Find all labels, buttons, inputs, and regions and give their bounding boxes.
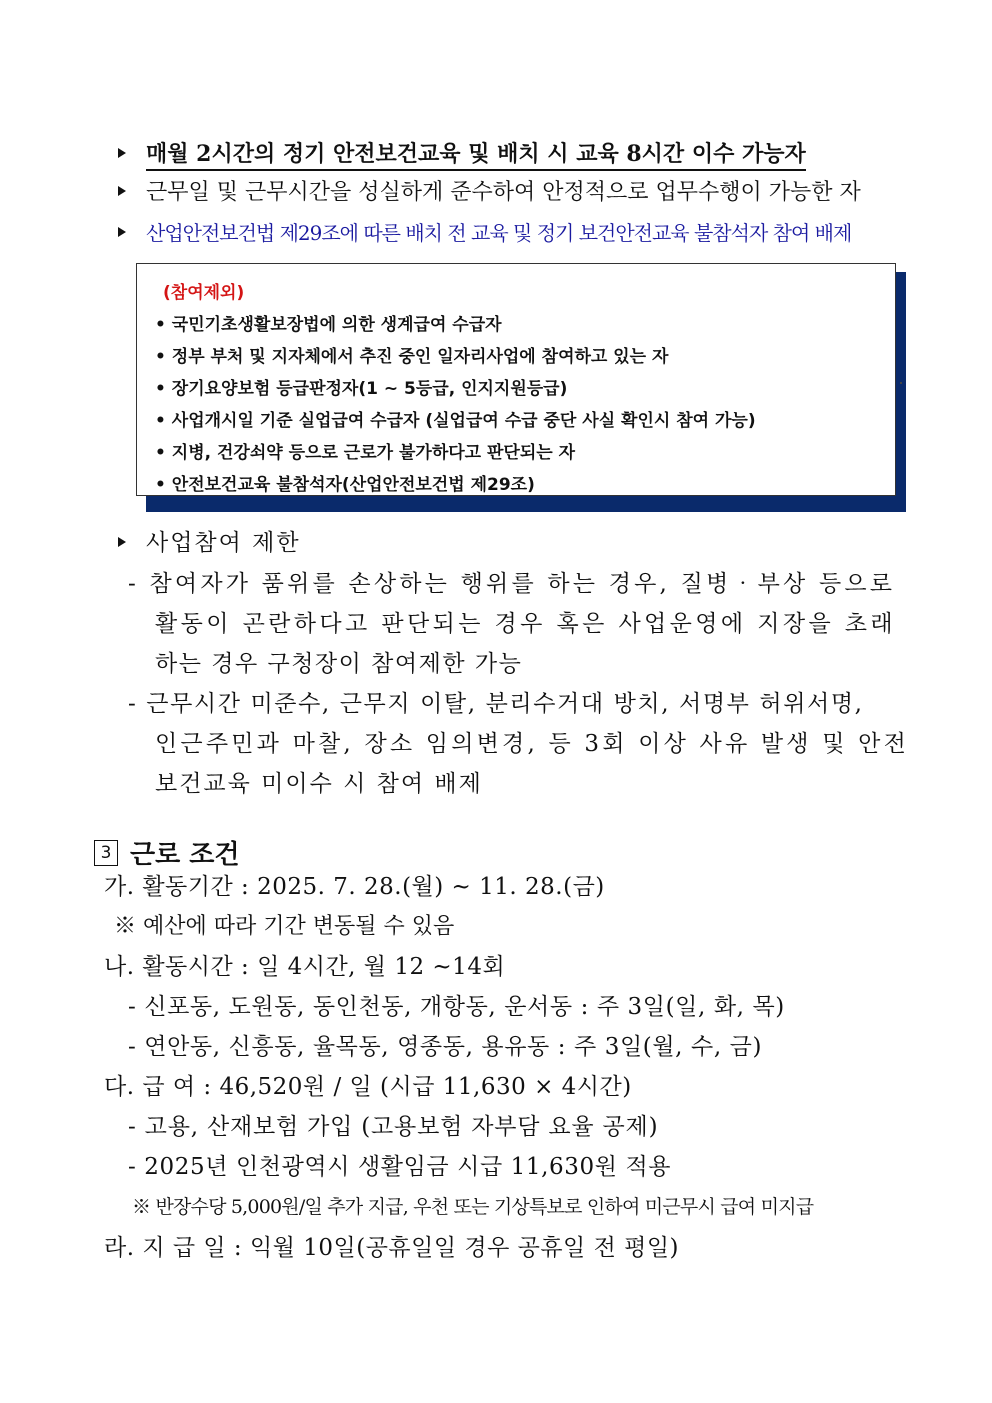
- restriction-paragraph-1: [128, 564, 922, 684]
- exclusion-title: (참여제외): [163, 283, 245, 303]
- condition-schedule-b: - 연안동, 신흥동, 율목동, 영종동, 용유동 : 주 3일(월, 수, 금): [128, 1034, 763, 1060]
- dot-mark: [900, 382, 902, 384]
- triangle-bullet-icon: [118, 227, 126, 237]
- restriction-heading: 사업참여 제한: [118, 528, 301, 558]
- exclusion-item: • 사업개시일 기준 실업급여 수급자 (실업급여 수급 중단 사실 확인시 참여 가능): [155, 411, 756, 431]
- condition-pay: 다. 급 여 : 46,520원 / 일 (시급 11,630 × 4시간): [104, 1074, 632, 1100]
- condition-wage: - 2025년 인천광역시 생활임금 시급 11,630원 적용: [128, 1154, 672, 1180]
- condition-schedule-a: - 신포동, 도원동, 동인천동, 개항동, 운서동 : 주 3일(일, 화, 목): [128, 994, 785, 1020]
- restriction-line: 인근주민과 마찰, 장소 임의변경, 등 3회 이상 사유 발생 및 안전: [155, 731, 909, 757]
- triangle-bullet-icon: [118, 148, 126, 158]
- exclusion-item: • 정부 부처 및 지자체에서 추진 중인 일자리사업에 참여하고 있는 자: [155, 347, 669, 367]
- section-heading: [94, 834, 240, 871]
- requirement-2: 근무일 및 근무시간을 성실하게 준수하여 안정적으로 업무수행이 가능한 자: [118, 178, 861, 208]
- exclusion-item: • 안전보건교육 불참석자(산업안전보건법 제29조): [155, 475, 535, 495]
- condition-period: 가. 활동기간 : 2025. 7. 28.(월) ~ 11. 28.(금): [104, 874, 605, 900]
- condition-hours: 나. 활동시간 : 일 4시간, 월 12 ~14회: [104, 954, 506, 980]
- condition-note: ※ 예산에 따라 기간 변동될 수 있음: [114, 914, 455, 939]
- triangle-bullet-icon: [118, 186, 126, 196]
- restriction-line: - 참여자가 품위를 손상하는 행위를 하는 경우, 질병‧부상 등으로: [128, 571, 896, 597]
- restriction-line: - 근무시간 미준수, 근무지 이탈, 분리수거대 방치, 서명부 허위서명,: [128, 691, 864, 717]
- condition-allowance-note: ※ 반장수당 5,000원/일 추가 지급, 우천 또는 기상특보로 인하여 미근무시 급여 미지급: [132, 1196, 814, 1218]
- restriction-line: 보건교육 미이수 시 참여 배제: [155, 771, 483, 797]
- restriction-paragraph-2: [128, 684, 922, 804]
- condition-payday: 라. 지 급 일 : 익월 10일(공휴일일 경우 공휴일 전 평일): [104, 1235, 680, 1261]
- section-title: 근로 조건: [130, 840, 240, 870]
- requirement-3: 산업안전보건법 제29조에 따른 배치 전 교육 및 정기 보건안전교육 불참석자 참여 배제: [118, 218, 851, 249]
- triangle-bullet-icon: [118, 537, 126, 547]
- exclusion-item: • 지병, 건강쇠약 등으로 근로가 불가하다고 판단되는 자: [155, 443, 576, 463]
- exclusion-item: • 장기요양보험 등급판정자(1 ~ 5등급, 인지지원등급): [155, 379, 568, 399]
- section-number: 3: [94, 840, 118, 866]
- exclusion-item: • 국민기초생활보장법에 의한 생계급여 수급자: [155, 315, 502, 335]
- condition-insurance: - 고용, 산재보험 가입 (고용보험 자부담 요율 공제): [128, 1114, 659, 1140]
- exclusion-box: [136, 263, 896, 496]
- restriction-line: 하는 경우 구청장이 참여제한 가능: [155, 651, 523, 677]
- requirement-1: 매월 2시간의 정기 안전보건교육 및 배치 시 교육 8시간 이수 가능자: [118, 139, 806, 170]
- restriction-line: 활동이 곤란하다고 판단되는 경우 혹은 사업운영에 지장을 초래: [155, 611, 897, 637]
